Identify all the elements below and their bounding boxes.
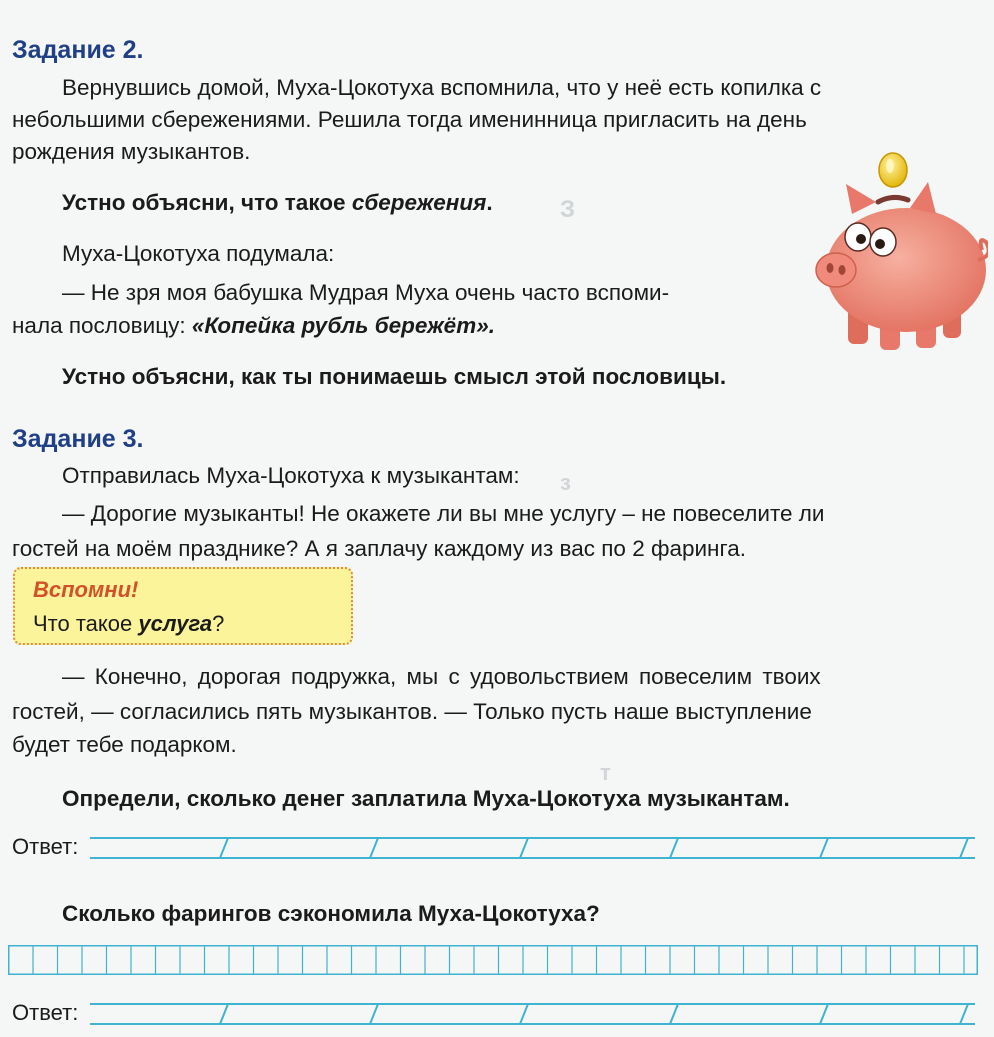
quote-text: нала пословицу: bbox=[12, 313, 192, 338]
answer-field-2[interactable] bbox=[90, 1000, 975, 1028]
remember-title: Вспомни! bbox=[33, 577, 139, 602]
task2-paragraph-line: Вернувшись домой, Муха-Цокотуха вспомнила, что у неё есть копилка с bbox=[62, 75, 822, 100]
task3-paragraph-line: гостей на моём празднике? А я заплачу каждому из вас по 2 фаринга. bbox=[12, 536, 746, 561]
answer-label: Ответ: bbox=[12, 1000, 79, 1025]
task3-question-savings: Сколько фарингов сэкономила Муха-Цокотуха? bbox=[62, 901, 600, 926]
bleed-through-text: з bbox=[560, 470, 571, 495]
task3-paragraph-line: Отправилась Муха-Цокотуха к музыкантам: bbox=[62, 463, 520, 488]
question-punct: . bbox=[486, 190, 493, 215]
task3-paragraph-line: — Дорогие музыканты! Не окажете ли вы мне услугу – не повеселите ли bbox=[62, 501, 825, 526]
remember-callout bbox=[13, 567, 353, 645]
answer-label: Ответ: bbox=[12, 834, 79, 859]
answer-field-1[interactable] bbox=[90, 834, 975, 862]
task2-question-proverb: Устно объясни, как ты понимаешь смысл этой пословицы. bbox=[62, 364, 727, 389]
remember-text: Что такое bbox=[33, 611, 139, 636]
bleed-through-text: З bbox=[560, 196, 576, 223]
task2-thought: Муха-Цокотуха подумала: bbox=[62, 241, 335, 266]
proverb: «Копейка рубль бережёт». bbox=[191, 313, 495, 338]
task2-paragraph-line: рождения музыкантов. bbox=[12, 139, 251, 164]
task3-reply-line: будет тебе подарком. bbox=[12, 732, 237, 757]
term-service: услуга bbox=[138, 611, 213, 636]
bleed-through-text: т bbox=[600, 760, 611, 785]
question-text: Устно объясни, что такое bbox=[62, 190, 352, 215]
remember-punct: ? bbox=[212, 611, 225, 636]
calculation-grid[interactable] bbox=[8, 945, 978, 975]
task2-quote-line bbox=[12, 312, 495, 340]
task2-quote-line: — Не зря моя бабушка Мудрая Муха очень часто вспоми- bbox=[62, 280, 670, 305]
remember-question bbox=[33, 611, 224, 637]
piggy-bank-icon bbox=[808, 152, 988, 362]
task3-question-payment: Определи, сколько денег заплатила Муха-Цокотуха музыкантам. bbox=[62, 786, 790, 811]
task3-reply-line: — Конечно, дорогая подружка, мы с удовольствием повеселим твоих bbox=[62, 664, 821, 689]
term-savings: сбережения bbox=[351, 190, 487, 215]
task2-question-savings bbox=[62, 189, 493, 217]
task3-title: Задание 3. bbox=[12, 425, 144, 453]
task2-paragraph-line: небольшими сбережениями. Решила тогда именинница пригласить на день bbox=[12, 107, 807, 132]
task2-title: Задание 2. bbox=[12, 36, 144, 64]
task3-reply-line: гостей, — согласились пять музыкантов. — Только пусть наше выступление bbox=[12, 699, 812, 724]
